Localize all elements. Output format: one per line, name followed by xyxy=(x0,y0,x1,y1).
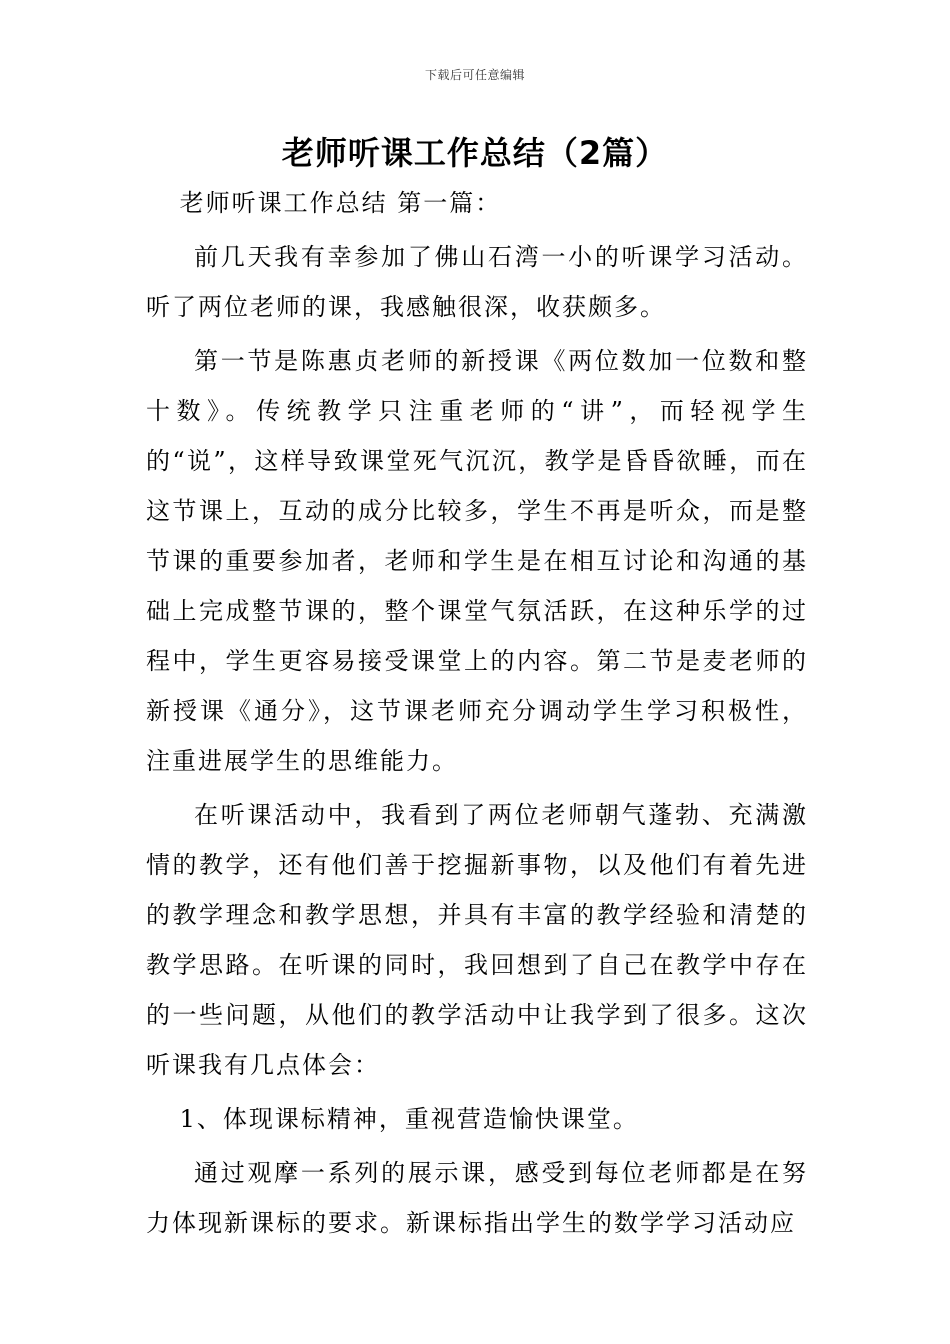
page-title: 老师听课工作总结（2篇） xyxy=(281,134,669,172)
paragraph-2: 第一节是陈惠贞老师的新授课《两位数加一位数和整十数》。传统教学只注重老师的“讲”，而轻视学生的“说”，这样导致课堂死气沉沉，教学是昏昏欲睡，而在这节课上，互动的成分比较多，学生不再是听众，而是整节课的重要参加者，老师和学生是在相互讨论和沟通的基础上完成整节课的，整个课堂气氛活跃，在这种乐学的过程中，学生更容易接受课堂上的内容。第二节是麦老师的新授课《通分》，这节课老师充分调动学生学习积极性，注重进展学生的思维能力。 xyxy=(146,347,808,775)
paragraph-3: 在听课活动中，我看到了两位老师朝气蓬勃、充满激情的教学，还有他们善于挖掘新事物，以及他们有着先进的教学理念和教学思想，并具有丰富的教学经验和清楚的教学思路。在听课的同时，我回想到了自己在教学中存在的一些问题，从他们的教学活动中让我学到了很多。这次听课我有几点体会： xyxy=(146,801,808,1079)
paragraph-1: 前几天我有幸参加了佛山石湾一小的听课学习活动。听了两位老师的课，我感触很深，收获颇多。 xyxy=(146,243,808,321)
section-subtitle: 老师听课工作总结 第一篇： xyxy=(179,189,502,217)
paragraph-4: 通过观摩一系列的展示课，感受到每位老师都是在努力体现新课标的要求。新课标指出学生的数学学习活动应 xyxy=(146,1159,808,1237)
document-body xyxy=(146,178,808,1248)
header-note: 下载后可任意编辑 xyxy=(424,68,525,82)
point-heading-1: 1、体现课标精神，重视营造愉快课堂。 xyxy=(179,1105,639,1133)
